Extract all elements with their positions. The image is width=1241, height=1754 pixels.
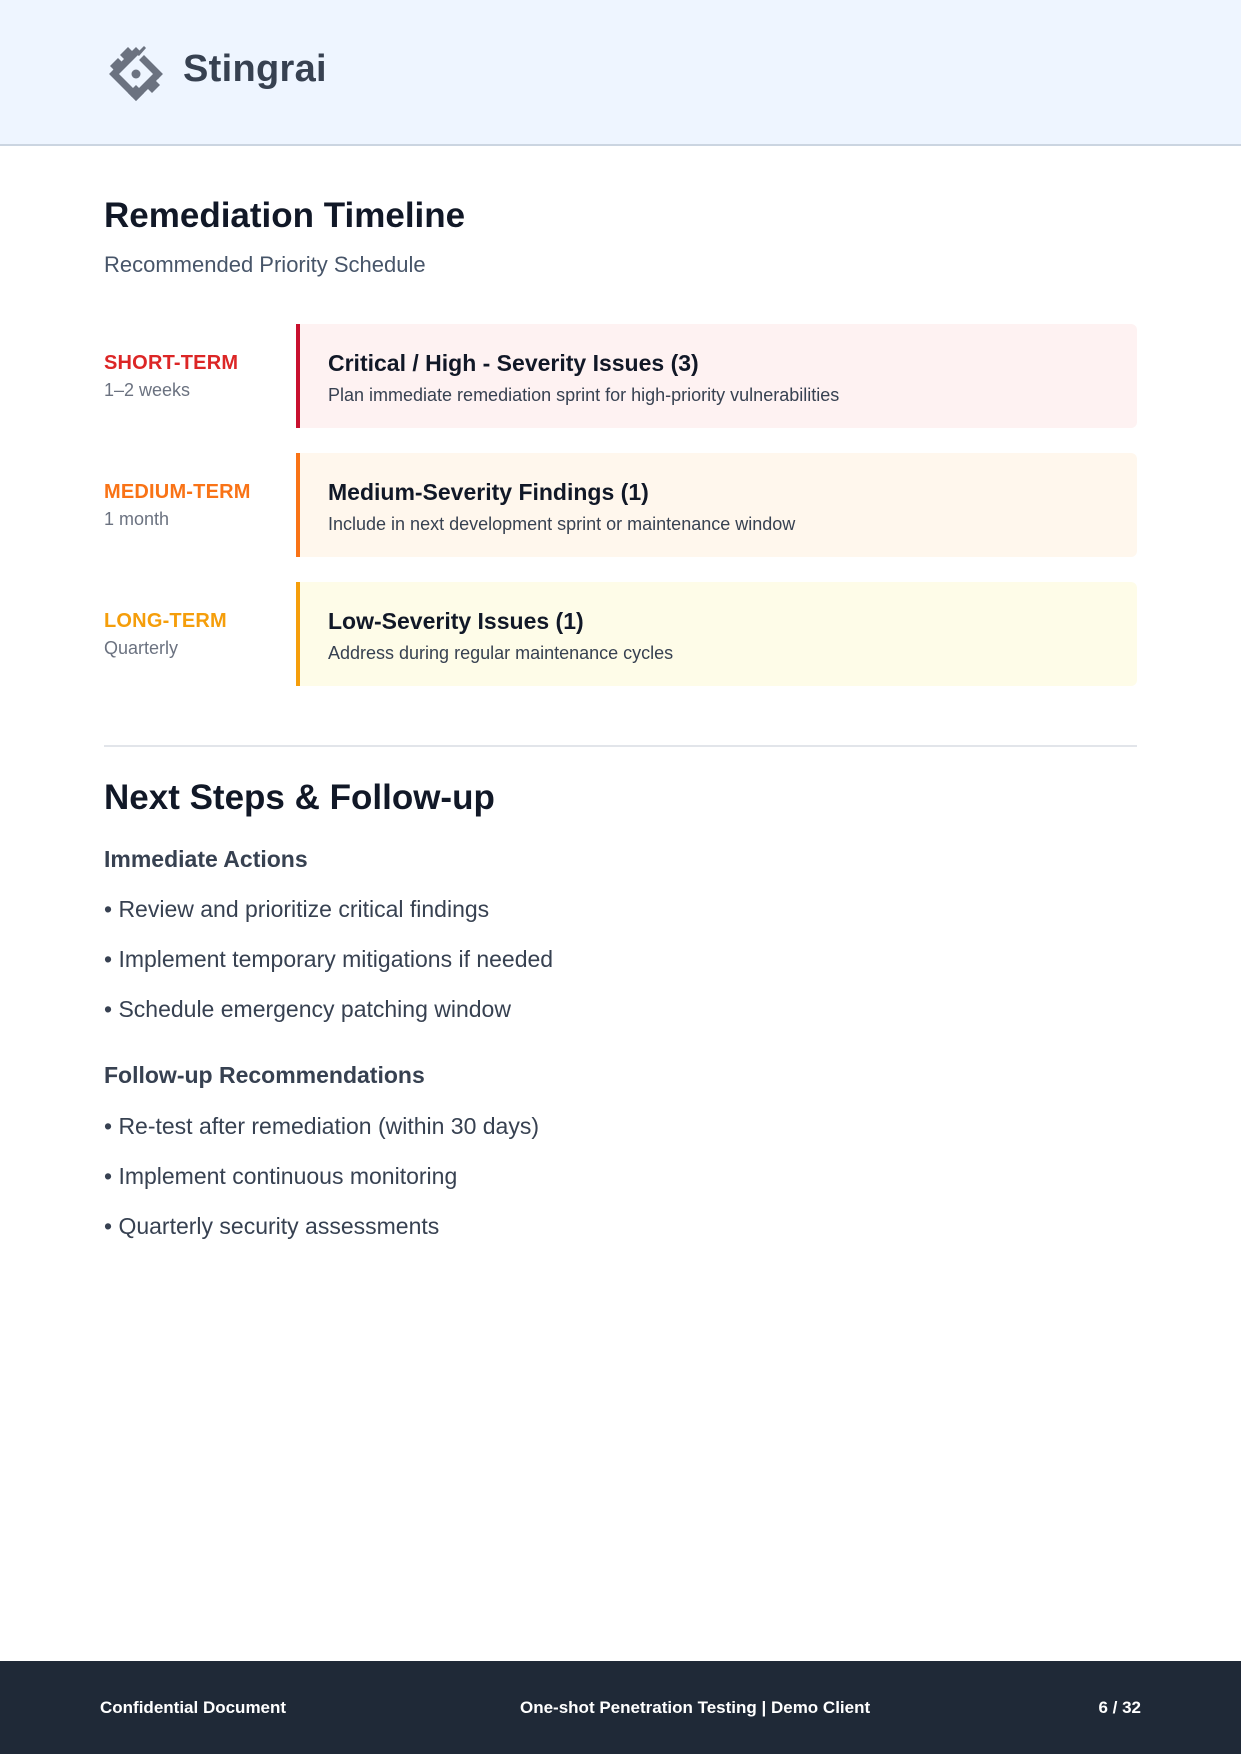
timeline-card-description: Plan immediate remediation sprint for high-priority vulnerabilities — [328, 385, 840, 405]
immediate-actions-heading: Immediate Actions — [104, 846, 308, 872]
timeline-duration: 1–2 weeks — [104, 380, 191, 400]
timeline-card-title: Critical / High - Severity Issues (3) — [328, 350, 699, 376]
list-item: • Review and prioritize critical findings — [104, 896, 490, 922]
timeline-row-medium-term — [104, 453, 1137, 557]
next-steps-title: Next Steps & Follow-up — [104, 778, 495, 817]
list-item: • Implement temporary mitigations if needed — [104, 946, 554, 972]
timeline-term: SHORT-TERM — [104, 352, 239, 374]
list-item: • Re-test after remediation (within 30 days) — [104, 1113, 540, 1139]
timeline-term: LONG-TERM — [104, 610, 227, 632]
list-item: • Implement continuous monitoring — [104, 1163, 458, 1189]
page-footer — [0, 1661, 1241, 1754]
timeline-row-short-term — [104, 324, 1137, 428]
timeline-card-title: Low-Severity Issues (1) — [328, 608, 584, 634]
list-item: • Quarterly security assessments — [104, 1213, 440, 1239]
timeline-term: MEDIUM-TERM — [104, 481, 251, 503]
page-subtitle: Recommended Priority Schedule — [104, 252, 426, 277]
footer-confidential-label: Confidential Document — [100, 1698, 287, 1717]
section-divider — [104, 745, 1137, 747]
timeline-card-description: Include in next development sprint or maintenance window — [328, 514, 796, 534]
stingrai-logo-icon — [106, 44, 166, 104]
timeline-duration: 1 month — [104, 509, 170, 529]
timeline-duration: Quarterly — [104, 638, 179, 658]
timeline-card — [296, 453, 1137, 557]
brand-name: Stingrai — [183, 48, 327, 90]
page-number: 6 / 32 — [1098, 1698, 1141, 1717]
timeline-card-title: Medium-Severity Findings (1) — [328, 479, 649, 505]
timeline-card — [296, 324, 1137, 428]
page-title: Remediation Timeline — [104, 196, 466, 235]
page-header — [0, 0, 1241, 146]
timeline-card — [296, 582, 1137, 686]
timeline-row-long-term — [104, 582, 1137, 686]
footer-document-title: One-shot Penetration Testing | Demo Client — [520, 1698, 871, 1717]
followup-recommendations-heading: Follow-up Recommendations — [104, 1062, 425, 1088]
list-item: • Schedule emergency patching window — [104, 996, 511, 1022]
timeline-card-description: Address during regular maintenance cycles — [328, 643, 674, 663]
